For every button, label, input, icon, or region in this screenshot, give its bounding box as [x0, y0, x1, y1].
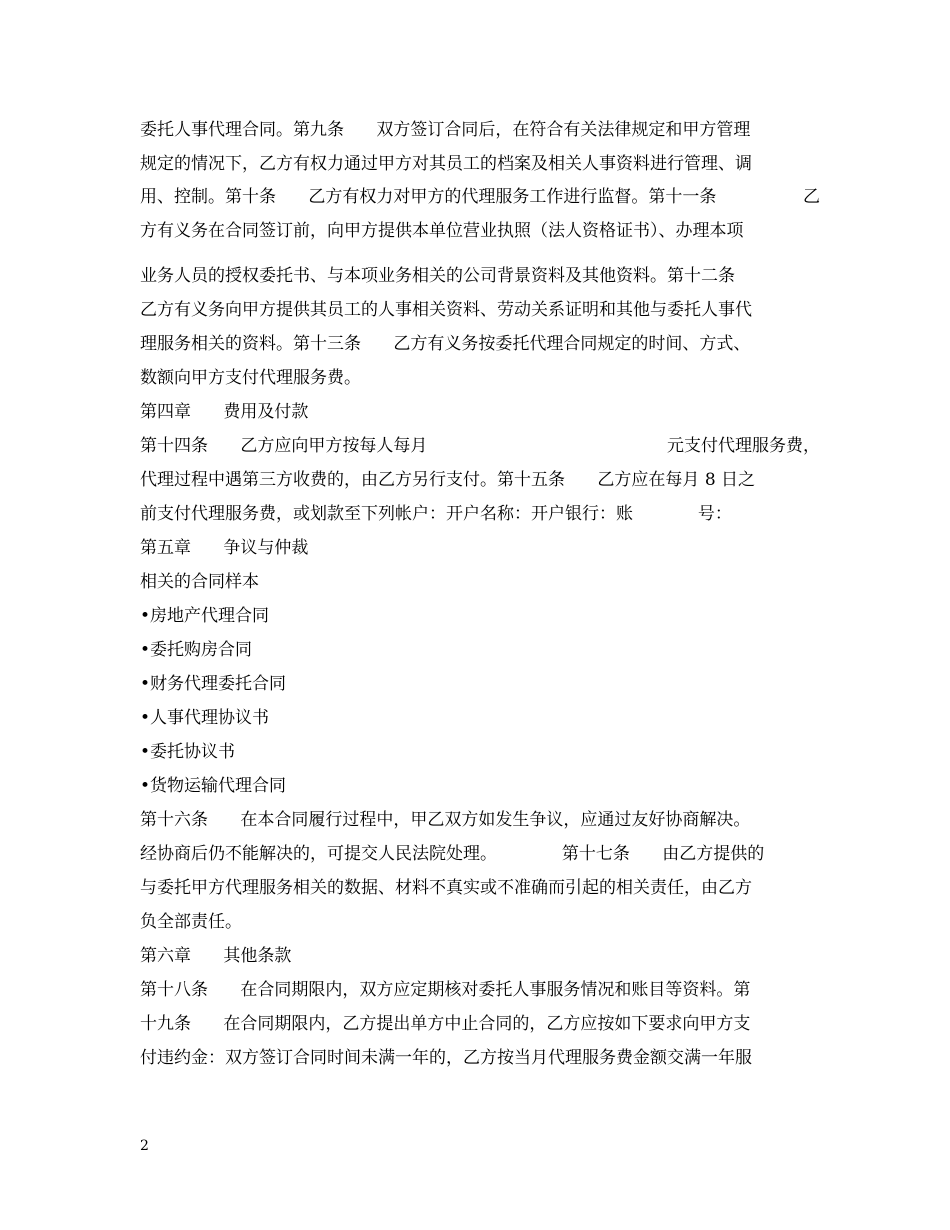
- paragraph-line: 付违约金：双方签订合同时间未满一年的，乙方按当月代理服务费金额交满一年服: [140, 1048, 752, 1068]
- page-number: 2: [140, 1138, 149, 1154]
- paragraph-line: 第十六条 在本合同履行过程中，甲乙双方如发生争议，应通过友好协商解决。: [140, 810, 751, 830]
- chapter-heading: 第六章 其他条款: [140, 946, 292, 966]
- paragraph-line: 第十八条 在合同期限内，双方应定期核对委托人事服务情况和账目等资料。第: [140, 980, 751, 1000]
- text-segment: 方有义务在合同签订前，向甲方提供本单位营业执照（法人资格证书）、办理本项: [140, 221, 744, 241]
- chapter-heading: 第四章 费用及付款: [140, 402, 309, 422]
- related-template-link[interactable]: •财务代理委托合同: [140, 674, 287, 694]
- paragraph-line: 与委托甲方代理服务相关的数据、材料不真实或不准确而引起的相关责任，由乙方: [140, 878, 752, 898]
- paragraph-line: 委托人事代理合同。第九条 双方签订合同后，在符合有关法律规定和甲方管理: [140, 120, 751, 140]
- paragraph-line: 理服务相关的资料。第十三条 乙方有义务按委托代理合同规定的时间、方式、: [140, 334, 751, 354]
- paragraph-line: 前支付代理服务费，或划款至下列帐户：开户名称：开户银行：账 号：: [140, 504, 732, 524]
- paragraph-line: 负全部责任。: [140, 912, 242, 932]
- related-template-link[interactable]: •委托购房合同: [140, 640, 253, 660]
- text-segment: 用、控制。第十条 乙方有权力对甲方的代理服务工作进行监督。第十一条: [140, 187, 717, 207]
- paragraph-line: 数额向甲方支付代理服务费。: [140, 368, 361, 388]
- paragraph-line: 经协商后仍不能解决的，可提交人民法院处理。 第十七条 由乙方提供的: [140, 844, 765, 864]
- paragraph-line: 乙方有义务向甲方提供其员工的人事相关资料、劳动关系证明和其他与委托人事代: [140, 300, 752, 320]
- paragraph-line: [140, 221, 820, 241]
- paragraph-line: 十九条 在合同期限内，乙方提出单方中止合同的，乙方应按如下要求向甲方支: [140, 1014, 751, 1034]
- text-segment: 乙: [803, 187, 820, 207]
- paragraph-line: [140, 436, 820, 456]
- related-template-link[interactable]: •委托协议书: [140, 742, 236, 762]
- related-templates-heading: 相关的合同样本: [140, 572, 259, 592]
- paragraph-line: 业务人员的授权委托书、与本项业务相关的公司背景资料及其他资料。第十二条: [140, 266, 735, 286]
- related-template-link[interactable]: •房地产代理合同: [140, 606, 270, 626]
- text-segment: 元支付代理服务费，: [667, 436, 820, 456]
- related-template-link[interactable]: •货物运输代理合同: [140, 776, 287, 796]
- text-segment: 第十四条 乙方应向甲方按每人每月: [140, 436, 428, 456]
- paragraph-line: 代理过程中遇第三方收费的，由乙方另行支付。第十五条 乙方应在每月 8 日之: [140, 470, 756, 490]
- paragraph-line: [140, 187, 820, 207]
- paragraph-line: 规定的情况下，乙方有权力通过甲方对其员工的档案及相关人事资料进行管理、调: [140, 154, 752, 174]
- chapter-heading: 第五章 争议与仲裁: [140, 538, 309, 558]
- related-template-link[interactable]: •人事代理协议书: [140, 708, 270, 728]
